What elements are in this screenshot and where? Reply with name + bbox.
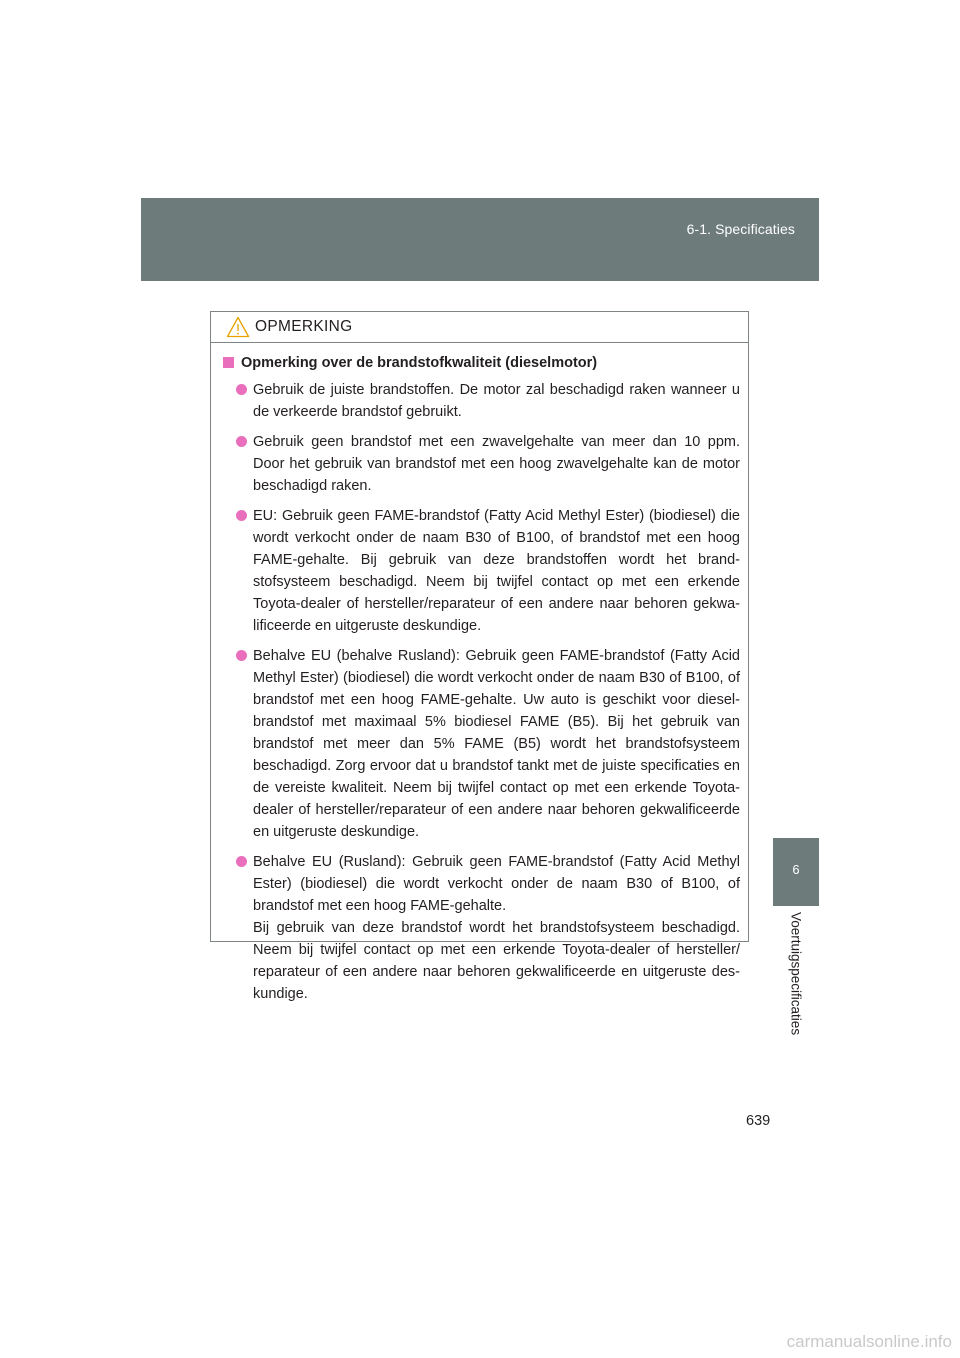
bullet-dot-icon [236,510,247,521]
section-title: 6-1. Specificaties [686,221,795,237]
chapter-tab[interactable] [773,838,819,906]
section-heading [223,352,740,374]
chapter-tab-label [773,906,819,1058]
list-item-text: EU: Gebruik geen FAME-brandstof (Fatty Acid Methyl Ester) (biodiesel) die wordt verkocht onder de naam B30 of B100, of brandstof met een hoog FAME-gehalte. Bij gebruik van deze brandstoffen wordt het brandstofsysteem beschadigd. Neem bij twijfel contact op met een erkende Toyota-dealer of hersteller/reparateur of een andere naar behoren gekwalificeerde en uitgeruste deskundige. [253,508,740,634]
bullet-dot-icon [236,436,247,447]
list-item-text: Gebruik de juiste brandstoffen. De motor zal beschadigd raken wanneer u de verkeerde brandstof gebruikt. [253,382,740,420]
page-number: 639 [746,1113,771,1129]
section-heading-text: Opmerking over de brandstofkwaliteit (dieselmotor) [241,355,598,371]
list-item [223,851,740,1005]
bullet-dot-icon [236,856,247,867]
list-item-text-continued: Bij gebruik van deze brandstof wordt het brandstofsysteem beschadigd. Neem bij twijfel contact op met een erkende Toyota-dealer of hersteller/ reparateur of een andere naar behoren gekwalificeerde en uitgeruste deskundige. [253,920,740,1002]
list-item-text: Behalve EU (Rusland): Gebruik geen FAME-brandstof (Fatty Acid Methyl Ester) (biodiesel) die wordt verkocht onder de naam B30 of B100, of brandstof met een hoog FAME-gehalte. [253,854,740,914]
list-item-text: Gebruik geen brandstof met een zwavelgehalte van meer dan 10 ppm. Door het gebruik van brandstof met een hoog zwavelgehalte kan de motor beschadigd raken. [253,434,740,494]
square-bullet-icon [223,357,234,368]
list-item [223,431,740,497]
warning-triangle-icon [226,316,250,338]
section-header-band [141,198,819,281]
bullet-dot-icon [236,384,247,395]
list-item [223,505,740,637]
watermark: carmanualsonline.info [786,1332,952,1351]
list-item [223,645,740,843]
chapter-number: 6 [792,862,800,877]
chapter-label: Voertuigspecificaties [788,912,804,1036]
notice-box [210,311,749,1002]
bullet-dot-icon [236,650,247,661]
notice-header [211,312,748,343]
notice-title: OPMERKING [255,318,353,335]
notice-body [211,343,748,1005]
list-item [223,379,740,423]
list-item-text: Behalve EU (behalve Rusland): Gebruik geen FAME-brandstof (Fatty Acid Methyl Ester) (biodiesel) die wordt verkocht onder de naam B30 of B100, of brandstof met een hoog FAME-gehalte. Uw auto is geschikt voor dieselbrandstof met maximaal 5% biodiesel FAME (B5). Bij het gebruik van brandstof met meer dan 5% FAME (B5) wordt het brandstofsysteem beschadigd. Zorg ervoor dat u brandstof tankt met de juiste specificaties en de vereiste kwaliteit. Neem bij twijfel contact op met een erkende Toyota-dealer of hersteller/reparateur of een andere naar behoren gekwalificeerde en uitgeruste deskundige. [253,648,740,840]
